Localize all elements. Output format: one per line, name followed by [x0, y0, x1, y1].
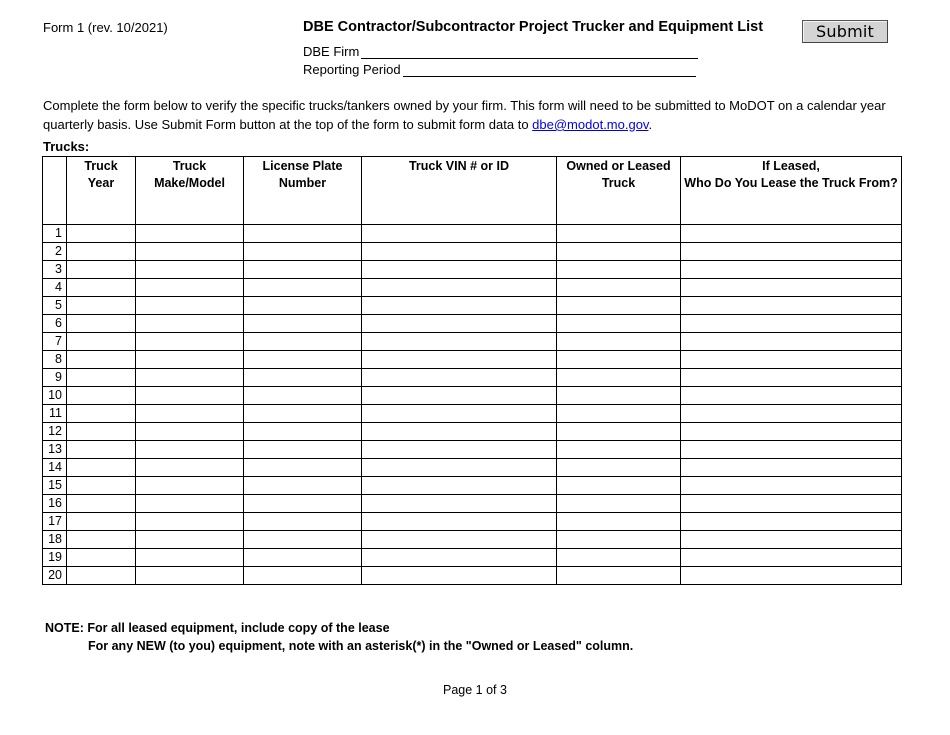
table-row	[43, 279, 902, 297]
row-number: 3	[43, 261, 67, 279]
table-cell[interactable]	[362, 351, 557, 369]
row-number: 15	[43, 477, 67, 495]
table-row	[43, 405, 902, 423]
table-row	[43, 297, 902, 315]
table-row	[43, 243, 902, 261]
table-cell[interactable]	[136, 261, 244, 279]
table-row	[43, 567, 902, 585]
submit-button[interactable]: Submit	[802, 20, 888, 43]
table-row	[43, 549, 902, 567]
row-number: 13	[43, 441, 67, 459]
table-cell[interactable]	[67, 405, 136, 423]
table-cell[interactable]	[136, 459, 244, 477]
table-cell[interactable]	[67, 441, 136, 459]
table-row	[43, 261, 902, 279]
table-cell[interactable]	[362, 441, 557, 459]
row-number: 7	[43, 333, 67, 351]
table-cell[interactable]	[681, 261, 902, 279]
table-cell[interactable]	[244, 279, 362, 297]
row-number: 2	[43, 243, 67, 261]
table-cell[interactable]	[244, 441, 362, 459]
note	[45, 619, 633, 655]
table-cell[interactable]	[244, 243, 362, 261]
row-number: 16	[43, 495, 67, 513]
table-cell[interactable]	[362, 405, 557, 423]
instructions-text: Complete the form below to verify the specific trucks/tankers owned by your firm. This form will need to be submitted to MoDOT on a calendar year quarterly basis. Use Submit Form button at the top of the form to submit form data to	[43, 98, 886, 132]
table-cell[interactable]	[136, 243, 244, 261]
table-cell[interactable]	[681, 297, 902, 315]
table-cell[interactable]	[136, 315, 244, 333]
table-row	[43, 531, 902, 549]
table-cell[interactable]	[244, 315, 362, 333]
table-cell[interactable]	[362, 567, 557, 585]
table-cell[interactable]	[67, 297, 136, 315]
table-cell[interactable]	[244, 387, 362, 405]
table-cell[interactable]	[362, 333, 557, 351]
instructions-suffix: .	[648, 117, 653, 132]
row-number: 17	[43, 513, 67, 531]
table-cell[interactable]	[244, 531, 362, 549]
table-cell[interactable]	[681, 243, 902, 261]
table-cell[interactable]	[67, 261, 136, 279]
table-cell[interactable]	[67, 387, 136, 405]
table-cell[interactable]	[244, 351, 362, 369]
table-row	[43, 315, 902, 333]
instructions	[43, 96, 913, 134]
table-cell[interactable]	[136, 333, 244, 351]
column-header-3: License Plate Number	[244, 157, 362, 225]
table-cell[interactable]	[136, 297, 244, 315]
table-cell[interactable]	[136, 351, 244, 369]
table-cell[interactable]	[67, 279, 136, 297]
page-number: Page 1 of 3	[443, 683, 507, 697]
table-row	[43, 513, 902, 531]
email-link[interactable]: dbe@modot.mo.gov	[532, 117, 649, 132]
table-cell[interactable]	[244, 495, 362, 513]
table-cell[interactable]	[136, 495, 244, 513]
table-cell[interactable]	[136, 531, 244, 549]
table-cell[interactable]	[67, 369, 136, 387]
table-cell[interactable]	[681, 351, 902, 369]
table-cell[interactable]	[681, 225, 902, 243]
row-number: 12	[43, 423, 67, 441]
table-cell[interactable]	[67, 459, 136, 477]
table-cell[interactable]	[362, 243, 557, 261]
row-number: 19	[43, 549, 67, 567]
table-cell[interactable]	[362, 549, 557, 567]
table-cell[interactable]	[362, 495, 557, 513]
row-number: 10	[43, 387, 67, 405]
column-header-6: If Leased, Who Do You Lease the Truck From?	[681, 157, 902, 225]
table-cell[interactable]	[557, 351, 681, 369]
table-cell[interactable]	[681, 315, 902, 333]
table-row	[43, 369, 902, 387]
row-number: 5	[43, 297, 67, 315]
table-row	[43, 423, 902, 441]
page-title: DBE Contractor/Subcontractor Project Trucker and Equipment List	[303, 19, 764, 35]
table-cell[interactable]	[136, 513, 244, 531]
dbe-firm-label: DBE Firm	[303, 44, 360, 59]
table-cell[interactable]	[136, 567, 244, 585]
table-cell[interactable]	[67, 225, 136, 243]
table-cell[interactable]	[557, 477, 681, 495]
row-number: 11	[43, 405, 67, 423]
table-cell[interactable]	[67, 495, 136, 513]
reporting-period-label: Reporting Period	[303, 62, 401, 77]
table-row	[43, 477, 902, 495]
table-cell[interactable]	[557, 279, 681, 297]
table-row	[43, 495, 902, 513]
table-cell[interactable]	[136, 369, 244, 387]
form-id: Form 1 (rev. 10/2021)	[43, 20, 168, 35]
table-cell[interactable]	[681, 405, 902, 423]
table-cell[interactable]	[362, 315, 557, 333]
table-cell[interactable]	[244, 369, 362, 387]
table-cell[interactable]	[681, 567, 902, 585]
row-number: 8	[43, 351, 67, 369]
table-cell[interactable]	[681, 531, 902, 549]
table-cell[interactable]	[681, 495, 902, 513]
table-cell[interactable]	[557, 243, 681, 261]
column-header-1: Truck Year	[67, 157, 136, 225]
table-cell[interactable]	[557, 369, 681, 387]
table-cell[interactable]	[557, 387, 681, 405]
table-cell[interactable]	[244, 297, 362, 315]
trucks-table	[42, 156, 902, 585]
table-row	[43, 387, 902, 405]
table-cell[interactable]	[362, 225, 557, 243]
table-cell[interactable]	[244, 423, 362, 441]
reporting-period-field[interactable]	[403, 64, 696, 77]
table-header-row	[43, 157, 902, 225]
table-cell[interactable]	[67, 243, 136, 261]
row-number: 9	[43, 369, 67, 387]
table-row	[43, 351, 902, 369]
table-cell[interactable]	[557, 567, 681, 585]
table-cell[interactable]	[244, 405, 362, 423]
row-number: 14	[43, 459, 67, 477]
table-cell[interactable]	[557, 531, 681, 549]
table-cell[interactable]	[244, 333, 362, 351]
table-cell[interactable]	[362, 531, 557, 549]
table-cell[interactable]	[136, 279, 244, 297]
row-number: 4	[43, 279, 67, 297]
row-number: 20	[43, 567, 67, 585]
table-cell[interactable]	[681, 369, 902, 387]
table-row	[43, 459, 902, 477]
table-cell[interactable]	[362, 279, 557, 297]
table-cell[interactable]	[681, 513, 902, 531]
table-cell[interactable]	[136, 387, 244, 405]
table-cell[interactable]	[67, 423, 136, 441]
table-cell[interactable]	[362, 513, 557, 531]
reporting-period-row	[303, 62, 696, 77]
column-header-4: Truck VIN # or ID	[362, 157, 557, 225]
row-number: 18	[43, 531, 67, 549]
table-cell[interactable]	[681, 477, 902, 495]
table-cell[interactable]	[67, 531, 136, 549]
table-cell[interactable]	[67, 567, 136, 585]
table-cell[interactable]	[557, 441, 681, 459]
table-cell[interactable]	[244, 225, 362, 243]
table-row	[43, 441, 902, 459]
table-cell[interactable]	[244, 549, 362, 567]
table-cell[interactable]	[681, 549, 902, 567]
table-cell[interactable]	[67, 513, 136, 531]
note-line-2: For any NEW (to you) equipment, note with an asterisk(*) in the "Owned or Leased" column.	[88, 639, 634, 653]
column-header-2: Truck Make/Model	[136, 157, 244, 225]
table-cell[interactable]	[557, 333, 681, 351]
table-cell[interactable]	[557, 405, 681, 423]
table-cell[interactable]	[557, 297, 681, 315]
table-cell[interactable]	[244, 261, 362, 279]
column-header-0	[43, 157, 67, 225]
row-number: 1	[43, 225, 67, 243]
table-cell[interactable]	[136, 549, 244, 567]
table-cell[interactable]	[67, 477, 136, 495]
dbe-firm-row	[303, 44, 698, 59]
table-cell[interactable]	[681, 279, 902, 297]
table-cell[interactable]	[681, 387, 902, 405]
table-cell[interactable]	[557, 513, 681, 531]
table-cell[interactable]	[244, 567, 362, 585]
table-cell[interactable]	[67, 549, 136, 567]
trucks-section-label: Trucks:	[43, 139, 90, 154]
table-cell[interactable]	[244, 513, 362, 531]
table-cell[interactable]	[136, 441, 244, 459]
table-cell[interactable]	[244, 459, 362, 477]
table-cell[interactable]	[362, 387, 557, 405]
table-cell[interactable]	[681, 441, 902, 459]
table-cell[interactable]	[557, 549, 681, 567]
table-cell[interactable]	[362, 477, 557, 495]
dbe-firm-field[interactable]	[361, 46, 698, 59]
table-cell[interactable]	[557, 459, 681, 477]
table-cell[interactable]	[67, 351, 136, 369]
column-header-5: Owned or Leased Truck	[557, 157, 681, 225]
table-row	[43, 225, 902, 243]
table-row	[43, 333, 902, 351]
table-cell[interactable]	[681, 333, 902, 351]
table-cell[interactable]	[362, 459, 557, 477]
table-cell[interactable]	[362, 297, 557, 315]
table-cell[interactable]	[136, 225, 244, 243]
table-cell[interactable]	[362, 369, 557, 387]
table-cell[interactable]	[557, 315, 681, 333]
table-cell[interactable]	[557, 225, 681, 243]
table-cell[interactable]	[557, 495, 681, 513]
table-cell[interactable]	[136, 423, 244, 441]
table-cell[interactable]	[136, 477, 244, 495]
note-line-1: NOTE: For all leased equipment, include copy of the lease	[45, 621, 390, 635]
table-cell[interactable]	[67, 333, 136, 351]
row-number: 6	[43, 315, 67, 333]
table-cell[interactable]	[681, 459, 902, 477]
table-cell[interactable]	[362, 261, 557, 279]
table-cell[interactable]	[681, 423, 902, 441]
table-cell[interactable]	[557, 261, 681, 279]
table-cell[interactable]	[67, 315, 136, 333]
table-cell[interactable]	[362, 423, 557, 441]
table-cell[interactable]	[136, 405, 244, 423]
table-cell[interactable]	[244, 477, 362, 495]
table-cell[interactable]	[557, 423, 681, 441]
